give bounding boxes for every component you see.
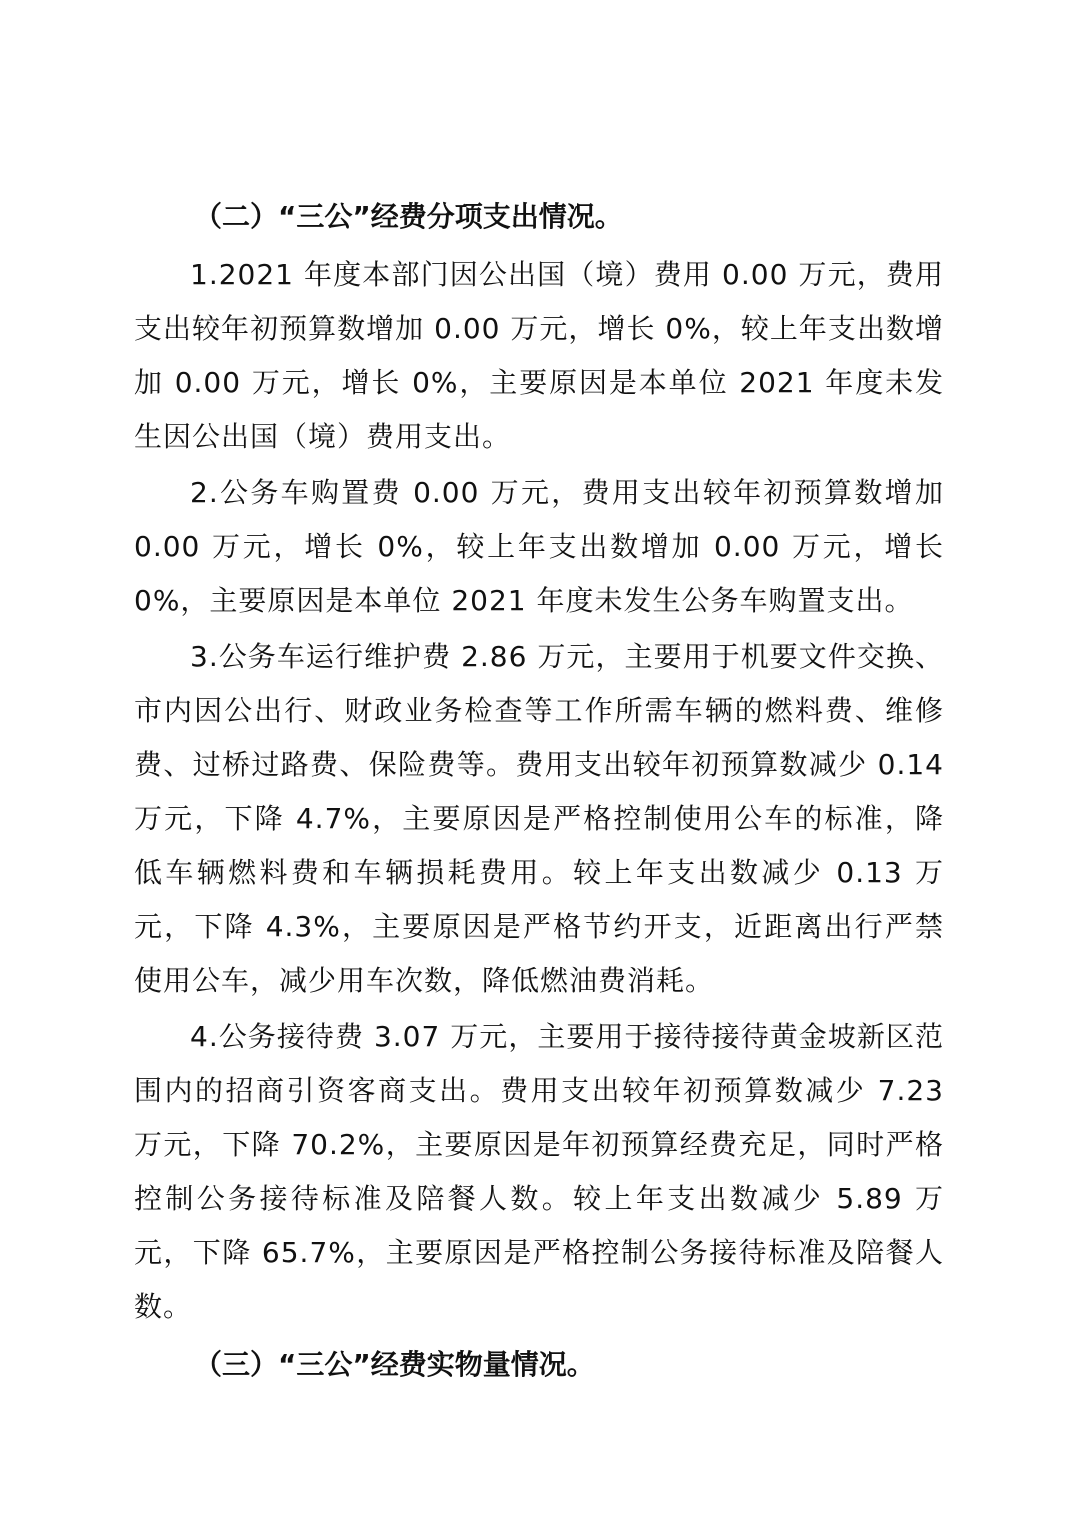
paragraph-overseas-travel: 1.2021 年度本部门因公出国（境）费用 0.00 万元，费用支出较年初预算数增加 0.00 万元，增长 0%，较上年支出数增加 0.00 万元，增长 0%，主要原因是本单位 2021 年度未发生因公出国（境）费用支出。 [134,258,944,453]
paragraph-vehicle-purchase: 2.公务车购置费 0.00 万元，费用支出较年初预算数增加 0.00 万元，增长 0%，较上年支出数增加 0.00 万元，增长 0%，主要原因是本单位 2021 年度未发生公务车购置支出。 [134,476,944,617]
paragraph-reception: 4.公务接待费 3.07 万元，主要用于接待接待黄金坡新区范围内的招商引资客商支出。费用支出较年初预算数减少 7.23 万元，下降 70.2%，主要原因是年初预算经费充足，同时严格控制公务接待标准及陪餐人数。较上年支出数减少 5.89 万元，下降 65.7%，主要原因是严格控制公务接待标准及陪餐人数。 [134,1020,944,1323]
paragraph-vehicle-maintenance: 3.公务车运行维护费 2.86 万元，主要用于机要文件交换、市内因公出行、财政业务检查等工作所需车辆的燃料费、维修费、过桥过路费、保险费等。费用支出较年初预算数减少 0.14 万元，下降 4.7%，主要原因是严格控制使用公车的标准，降低车辆燃料费和车辆损耗费用。较上年支出数减少 0.13 万元，下降 4.3%，主要原因是严格节约开支，近距离出行严禁使用公车，减少用车次数，降低燃油费消耗。 [134,640,944,997]
document-page [134,188,944,1394]
section-heading-2: （二）“三公”经费分项支出情况。 [194,200,623,233]
section-heading-3: （三）“三公”经费实物量情况。 [194,1348,595,1381]
